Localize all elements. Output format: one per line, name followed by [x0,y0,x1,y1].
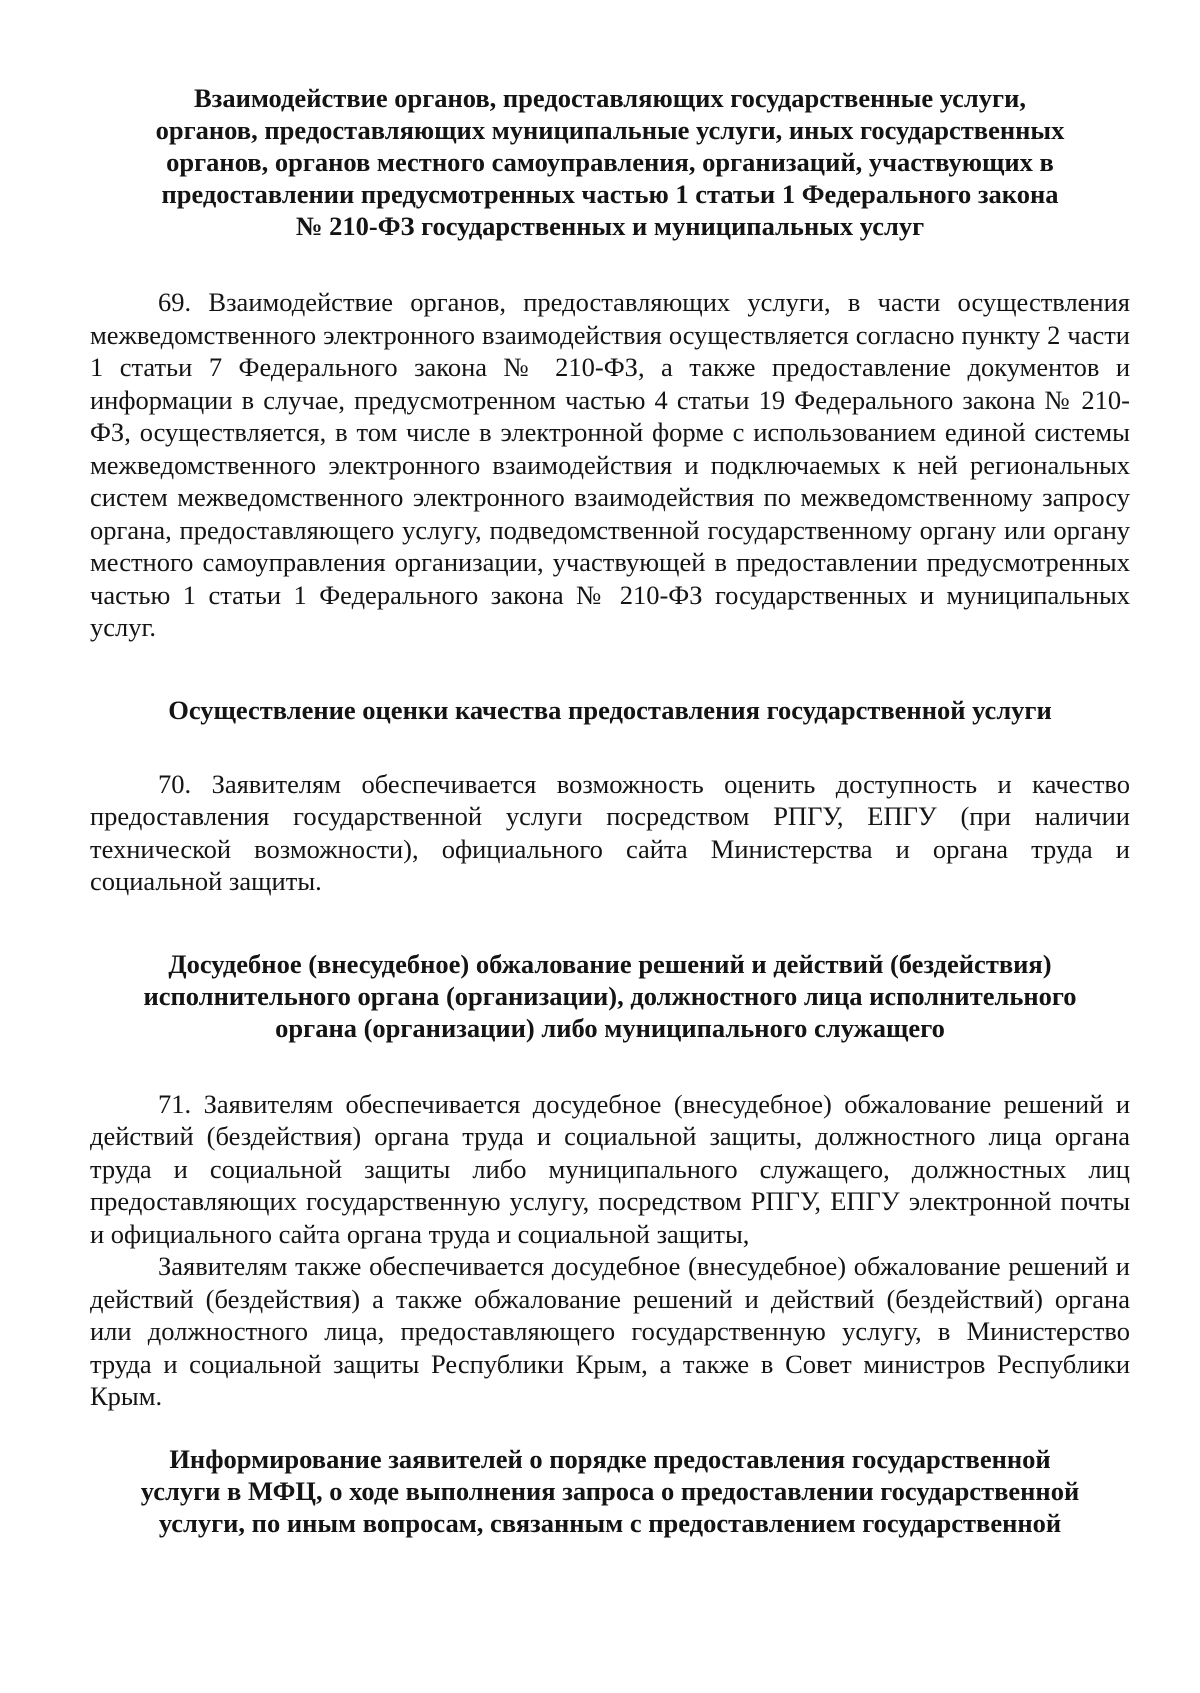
paragraph-71-continuation: Заявителям также обеспечивается досудебное (внесудебное) обжалование решений и действий (бездействия) а также обжалование решений и действий (бездействий) органа или должностного лица, предоставляющего государственную услугу, в Министерство труда и социальной защиты Республики Крым, а также в Совет министров Республики Крым. [90,1251,1130,1411]
heading-line: органов, предоставляющих муниципальные услуги, иных государственных [155,115,1065,145]
section-heading-interaction [90,82,1130,242]
section-heading-quality-assessment [90,694,1130,726]
heading-line: исполнительного органа (организации), должностного лица исполнительного [143,980,1077,1011]
heading-line: органа (организации) либо муниципального служащего [275,1012,945,1043]
section-heading-informing [90,1443,1130,1539]
paragraph-70: 70. Заявителям обеспечивается возможность оценить доступность и качество предоставления государственной услуги посредством РПГУ, ЕПГУ (при наличии технической возможности), официального сайта Министерства и органа труда и социальной защиты. [90,768,1130,896]
heading-line: Осуществление оценки качества предоставления государственной услуги [168,694,1052,725]
heading-line: № 210-ФЗ государственных и муниципальных услуг [295,211,925,241]
heading-line: услуги, по иным вопросам, связанным с предоставлением государственной [158,1507,1062,1538]
heading-line: предоставлении предусмотренных частью 1 статьи 1 Федерального закона [161,179,1059,209]
paragraph-71: 71. Заявителям обеспечивается досудебное (внесудебное) обжалование решений и действий (бездействия) органа труда и социальной защиты, должностного лица органа труда и социальной защиты либо муниципального служащего, должностных лиц предоставляющих государственную услугу, посредством РПГУ, ЕПГУ электронной почты и официального сайта органа труда и социальной защиты, [90,1088,1130,1249]
heading-line: Взаимодействие органов, предоставляющих государственные услуги, [194,83,1026,113]
document-page [90,82,1130,1539]
heading-line: органов, органов местного самоуправления, организаций, участвующих в [166,147,1054,177]
section-heading-appeal [90,948,1130,1044]
paragraph-69: 69. Взаимодействие органов, предоставляющих услуги, в части осуществления межведомственного электронного взаимодействия осуществляется согласно пункту 2 части 1 статьи 7 Федерального закона № 210-ФЗ, а также предоставление документов и информации в случае, предусмотренном частью 4 статьи 19 Федерального закона № 210-ФЗ, осуществляется, в том числе в электронной форме с использованием единой системы межведомственного электронного взаимодействия и подключаемых к ней региональных систем межведомственного электронного взаимодействия по межведомственному запросу органа, предоставляющего услугу, подведомственной государственному органу или органу местного самоуправления организации, участвующей в предоставлении предусмотренных частью 1 статьи 1 Федерального закона № 210-ФЗ государственных и муниципальных услуг. [90,287,1130,642]
heading-line: услуги в МФЦ, о ходе выполнения запроса о предоставлении государственной [140,1475,1080,1506]
heading-line: Информирование заявителей о порядке предоставления государственной [169,1443,1051,1474]
heading-line: Досудебное (внесудебное) обжалование решений и действий (бездействия) [168,948,1052,979]
